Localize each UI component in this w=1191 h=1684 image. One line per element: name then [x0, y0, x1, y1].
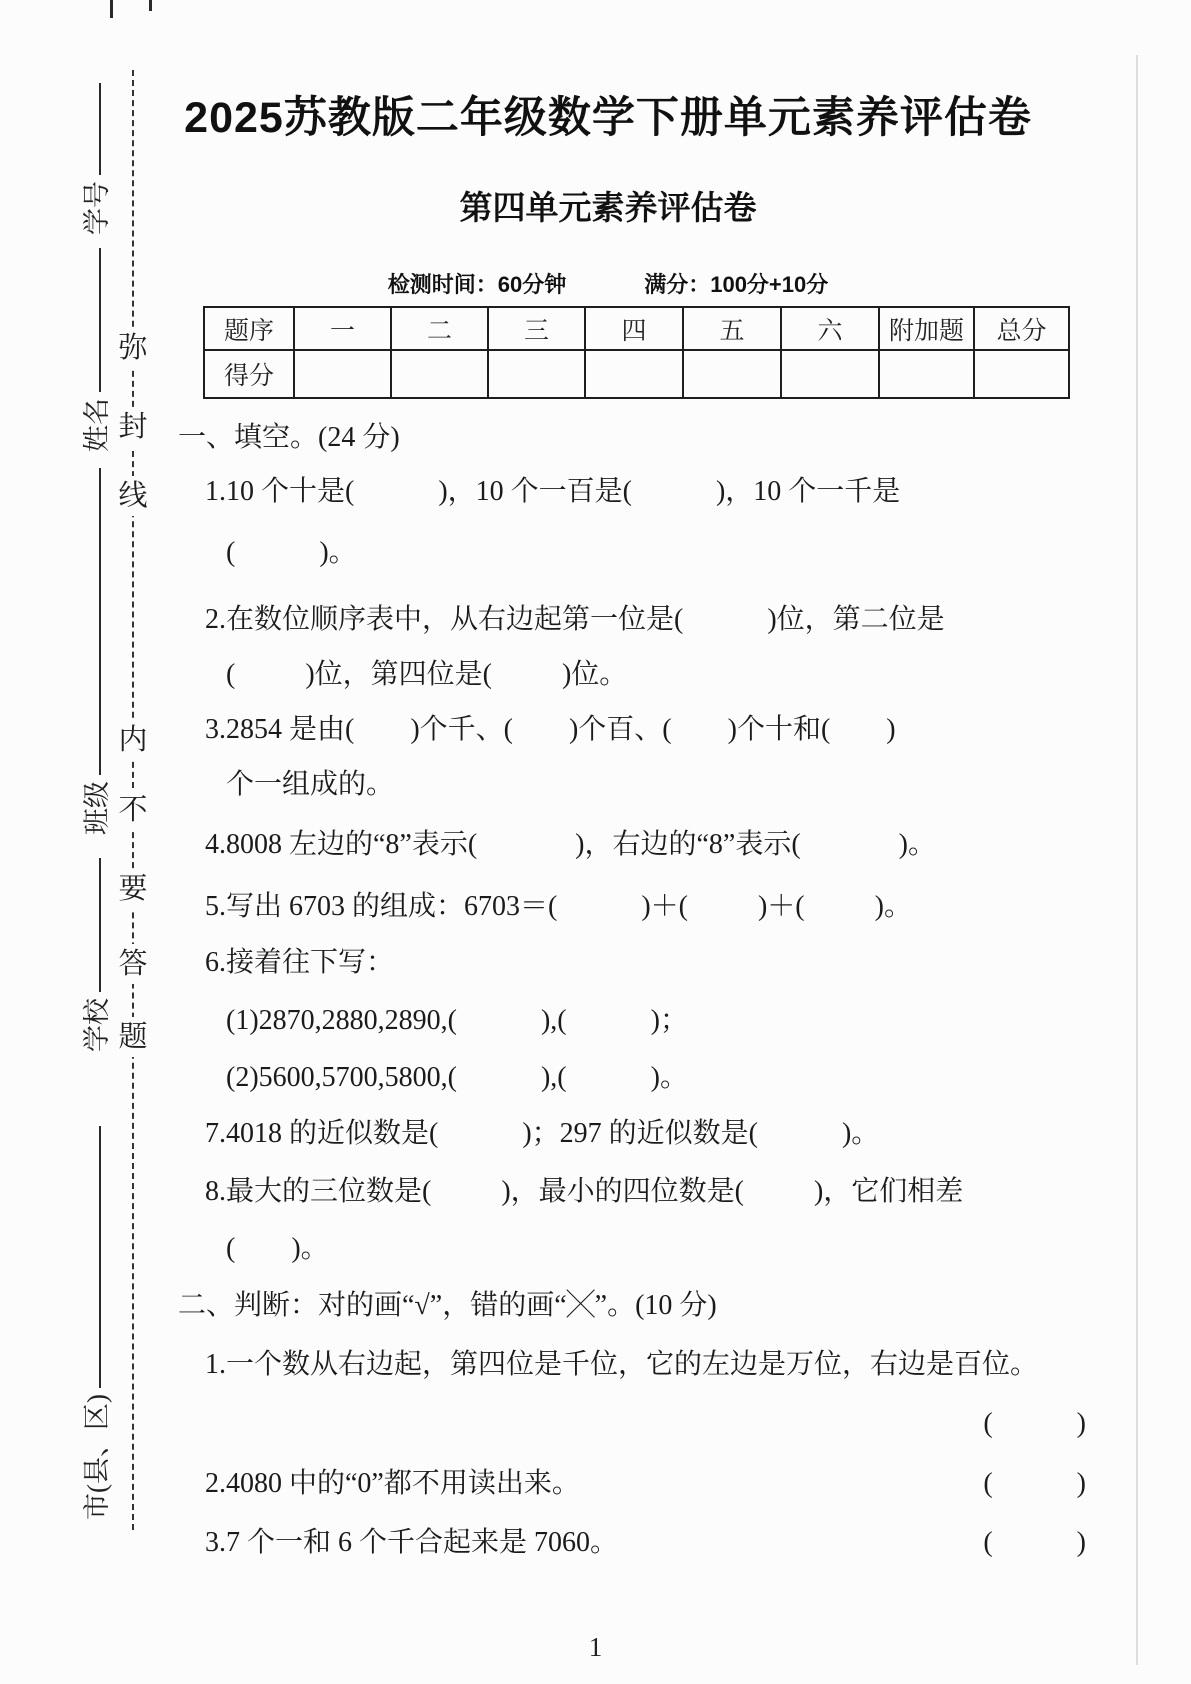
score-table-score-row	[204, 350, 1069, 398]
score-cell	[879, 350, 974, 398]
score-table-header-cell: 三	[488, 307, 585, 350]
score-cell	[585, 350, 683, 398]
score-table-header-cell: 二	[391, 307, 488, 350]
score-table-header-row	[204, 307, 1069, 350]
score-table-header-cell: 附加题	[879, 307, 974, 350]
question-line: 7.4018 的近似数是( )；297 的近似数是( )。	[205, 1118, 880, 1149]
margin-line-stub	[110, 0, 113, 18]
student-field-label: 学校	[82, 998, 112, 1052]
seal-char: 弥	[117, 328, 149, 368]
question-row	[205, 1467, 1086, 1501]
student-field-number	[82, 70, 112, 235]
fill-in-line	[99, 468, 101, 775]
question-line: 4.8008 左边的“8”表示( )，右边的“8”表示( )。	[205, 829, 937, 860]
question-line: 2.在数位顺序表中，从右边起第一位是( )位，第二位是	[205, 604, 945, 635]
question-line: 3.7 个一和 6 个千合起来是 7060。	[205, 1527, 619, 1558]
student-field-label: 学号	[82, 181, 112, 235]
unit-subtitle: 第四单元素养评估卷	[459, 189, 757, 226]
seal-char: 不	[117, 790, 149, 830]
student-field-school	[82, 845, 112, 1052]
section-one-heading: 一、填空。(24 分)	[178, 422, 400, 453]
question-line: 6.接着往下写：	[205, 947, 395, 978]
question-line: (2)5600,5700,5800,( ),( )。	[226, 1062, 688, 1093]
question-line: ( )位，第四位是( )位。	[226, 659, 628, 690]
exam-time-label: 检测时间：60分钟	[387, 272, 567, 297]
answer-blank: ( )	[983, 1468, 1086, 1499]
seal-char: 线	[117, 476, 149, 516]
student-field-city-district	[82, 1095, 112, 1520]
score-table-header-cell: 总分	[974, 307, 1069, 350]
question-row	[205, 1526, 1086, 1560]
question-line: 8.最大的三位数是( )，最小的四位数是( )，它们相差	[205, 1176, 964, 1207]
page-number: 1	[588, 1632, 603, 1662]
student-field-name	[82, 235, 112, 452]
exam-score-label: 满分：100分+10分	[644, 272, 829, 297]
student-field-class	[82, 455, 112, 835]
score-cell	[488, 350, 585, 398]
score-table	[203, 306, 1070, 399]
question-line: 1.10 个十是( )，10 个一百是( )，10 个一千是	[205, 476, 901, 507]
score-cell	[781, 350, 879, 398]
question-line: 1.一个数从右边起，第四位是千位，它的左边是万位，右边是百位。	[205, 1349, 1039, 1380]
score-table-header-cell: 五	[683, 307, 781, 350]
question-line: 个一组成的。	[226, 769, 395, 800]
seal-char: 封	[117, 407, 149, 447]
score-table-header-cell: 四	[585, 307, 683, 350]
question-line: 3.2854 是由( )个千、( )个百、( )个十和( )	[205, 714, 896, 745]
exam-info-line	[130, 268, 1086, 299]
fill-in-line	[99, 858, 101, 992]
student-field-label: 市(县、区)	[82, 1394, 112, 1520]
seal-char: 答	[117, 944, 149, 984]
score-table-header-cell: 六	[781, 307, 879, 350]
seal-char: 内	[117, 720, 149, 760]
page-edge-line	[1136, 55, 1138, 1665]
score-cell	[391, 350, 488, 398]
answer-blank: ( )	[983, 1408, 1086, 1439]
answer-blank: ( )	[983, 1527, 1086, 1558]
question-line: 5.写出 6703 的组成：6703＝( )＋( )＋( )。	[205, 891, 912, 922]
score-cell	[683, 350, 781, 398]
question-line: (1)2870,2880,2890,( ),( )；	[226, 1005, 688, 1036]
page-title: 2025苏教版二年级数学下册单元素养评估卷	[184, 94, 1032, 142]
fill-in-line	[99, 83, 101, 175]
student-field-label: 班级	[82, 781, 112, 835]
seal-char: 要	[117, 869, 149, 909]
question-line: ( )。	[226, 1233, 329, 1264]
score-cell	[974, 350, 1069, 398]
score-table-header-cell: 题序	[204, 307, 294, 350]
question-line: 2.4080 中的“0”都不用读出来。	[205, 1468, 580, 1499]
student-field-label: 姓名	[82, 398, 112, 452]
score-table-header-cell: 一	[294, 307, 391, 350]
score-row-label: 得分	[204, 350, 294, 398]
seal-char: 题	[117, 1017, 149, 1057]
fill-in-line	[99, 248, 101, 392]
section-two-heading: 二、判断：对的画“√”，错的画“╳”。(10 分)	[178, 1290, 717, 1321]
fill-in-line	[99, 1126, 101, 1388]
score-cell	[294, 350, 391, 398]
margin-line-stub	[149, 0, 152, 11]
question-line: ( )。	[226, 537, 357, 568]
